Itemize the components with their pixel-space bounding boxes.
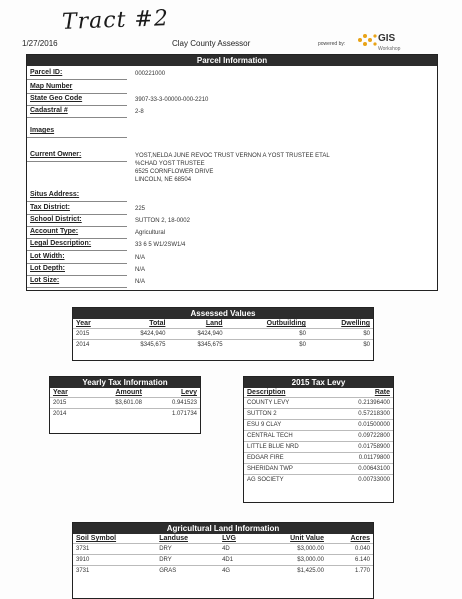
gis-logo-icon [356,31,378,49]
levy-cell: 0.01179800 [334,453,393,464]
parcel-field-label: Situs Address: [30,191,80,198]
parcel-row-divider [27,275,127,276]
soil-column-header: Acres [350,535,370,542]
soil-cell: 3731 [73,544,156,555]
parcel-row-divider [27,201,127,202]
soil-cell: 3910 [73,555,156,566]
levy-cell: 0.01500000 [334,420,393,431]
soil-title-bar: Agricultural Land Information [73,523,373,534]
soil-cell: 4D1 [219,555,255,566]
parcel-field-row [30,191,79,198]
assessed-values-table [73,319,373,350]
gis-workshop-logo [356,28,400,52]
parcel-field-row [30,216,82,223]
table-row [244,464,393,475]
parcel-information-panel [26,54,438,291]
levy-title-bar: 2015 Tax Levy [244,377,393,388]
parcel-row-divider [27,161,127,162]
tax-levy-panel [243,376,394,503]
parcel-field-value: SUTTON 2, 18-0002 [135,218,190,224]
parcel-field-row [30,265,65,272]
parcel-field-value: 2-8 [135,109,144,115]
levy-cell: ESU 9 CLAY [244,420,334,431]
yearly-cell: 1.071734 [145,409,200,420]
soil-cell: 1.770 [327,566,373,577]
yearly-column-header: Year [53,389,68,396]
yearly-column-header: Levy [181,389,197,396]
levy-cell: 0.00643100 [334,464,393,475]
soil-column-header: Landuse [159,535,189,542]
parcel-field-label: Account Type: [30,228,79,235]
yearly-cell: 2015 [50,398,87,409]
parcel-field-value: 225 [135,206,146,212]
levy-cell: 0.57218300 [334,409,393,420]
assessed-cell: $0 [309,329,373,340]
print-date: 1/27/2016 [22,39,58,48]
yearly-title-bar: Yearly Tax Information [50,377,200,388]
soil-cell: GRAS [156,566,219,577]
assessed-column-header: Total [149,320,166,327]
table-row [244,409,393,420]
assessed-cell: $0 [226,329,309,340]
table-row [244,475,393,486]
parcel-field-label: Parcel ID: [30,69,63,76]
parcel-field-row [30,204,70,211]
parcel-field-row [30,253,65,260]
table-row [73,544,373,555]
parcel-field-value [135,152,330,184]
parcel-field-row [30,83,72,90]
parcel-row-divider [27,137,127,138]
assessed-cell: $0 [309,340,373,351]
parcel-row-divider [27,117,127,118]
levy-column-header: Description [247,389,286,396]
soil-cell: 3731 [73,566,156,577]
table-row [73,329,373,340]
organization-title: Clay County Assessor [172,39,251,48]
parcel-row-divider [27,93,127,94]
tax-levy-table [244,388,393,485]
handwritten-tract-note: Tract #2 [61,6,170,35]
soil-cell: DRY [156,544,219,555]
assessed-column-header: Year [76,320,91,327]
parcel-row-divider [27,250,127,251]
levy-cell: COUNTY LEVY [244,398,334,409]
parcel-row-divider [27,214,127,215]
assessed-cell: 2014 [73,340,111,351]
parcel-field-value: 33 6 5 W1/2SW1/4 [135,242,186,248]
parcel-row-divider [27,287,127,288]
soil-cell: 0.040 [327,544,373,555]
owner-line: 6525 CORNFLOWER DRIVE [135,169,214,175]
parcel-row-divider [27,79,127,80]
yearly-cell: $3,601.08 [87,398,145,409]
levy-cell: LITTLE BLUE NRD [244,442,334,453]
parcel-field-label: Lot Size: [30,277,60,284]
parcel-field-label: Lot Depth: [30,265,65,272]
yearly-cell: 2014 [50,409,87,420]
soil-cell: DRY [156,555,219,566]
parcel-row-divider [27,263,127,264]
assessed-cell: $0 [226,340,309,351]
table-row [244,431,393,442]
levy-cell: CENTRAL TECH [244,431,334,442]
soil-column-header: Soil Symbol [76,535,117,542]
parcel-field-label: State Geo Code [30,95,83,102]
table-row [244,420,393,431]
parcel-field-value: 3907-33-3-00000-000-2210 [135,97,209,103]
assessed-column-header: Outbuilding [266,320,306,327]
assessed-cell: $424,940 [168,329,225,340]
parcel-field-row [30,95,82,102]
levy-cell: EDGAR FIRE [244,453,334,464]
parcel-row-divider [27,105,127,106]
yearly-tax-panel [49,376,201,434]
parcel-row-divider [27,238,127,239]
table-row [50,409,200,420]
parcel-field-value: Agricultural [135,230,166,236]
table-row [244,442,393,453]
parcel-field-label: School District: [30,216,82,223]
levy-cell: 0.01758900 [334,442,393,453]
parcel-field-row [30,151,81,158]
assessed-cell: $345,675 [111,340,168,351]
parcel-field-value: N/A [135,267,146,273]
yearly-tax-table [50,388,200,419]
soil-cell: $3,000.00 [255,544,327,555]
owner-line: %CHAD YOST TRUSTEE [135,161,205,167]
table-row [244,398,393,409]
levy-column-header: Rate [374,389,390,396]
table-row [73,566,373,577]
parcel-field-label: Images [30,127,55,134]
parcel-field-label: Cadastral # [30,107,68,114]
soil-column-header: Unit Value [290,535,324,542]
soil-cell: $1,425.00 [255,566,327,577]
parcel-field-row [30,277,59,284]
parcel-field-row [30,127,54,134]
logo-text: GIS [378,33,396,44]
levy-cell: AG SOCIETY [244,475,334,486]
logo-subtext: Workshop [378,46,401,52]
assessed-cell: $345,675 [168,340,225,351]
soil-cell: 4D [219,544,255,555]
soil-column-header: LVG [222,535,236,542]
parcel-field-label: Map Number [30,83,73,90]
parcel-row-divider [27,226,127,227]
assessed-column-header: Land [205,320,223,327]
parcel-field-label: Tax District: [30,204,70,211]
parcel-field-row [30,228,78,235]
table-row [73,555,373,566]
agricultural-land-panel [72,522,374,599]
parcel-field-label: Current Owner: [30,151,82,158]
table-row [50,398,200,409]
levy-cell: 0.09722800 [334,431,393,442]
parcel-field-row [30,69,62,76]
levy-cell: SUTTON 2 [244,409,334,420]
powered-by-label: powered by: [318,41,346,47]
yearly-cell [87,409,145,420]
assessed-values-panel [72,307,374,361]
assessed-column-header: Dwelling [341,320,370,327]
levy-cell: 0.00733000 [334,475,393,486]
parcel-field-value: 000221000 [135,71,166,77]
parcel-field-label: Lot Width: [30,253,65,260]
agricultural-land-table [73,534,373,576]
parcel-field-value: N/A [135,255,146,261]
owner-line: YOST,NELDA JUNE REVOC TRUST VERNON A YOST TRUSTEE ETAL [135,153,330,159]
table-row [73,340,373,351]
yearly-cell: 0.941523 [145,398,200,409]
soil-cell: 4G [219,566,255,577]
table-row [244,453,393,464]
parcel-field-row [30,107,68,114]
parcel-field-row [30,240,91,247]
soil-cell: 6.140 [327,555,373,566]
levy-cell: SHERIDAN TWP [244,464,334,475]
assessed-cell: $424,940 [111,329,168,340]
parcel-field-label: Legal Description: [30,240,92,247]
soil-cell: $3,000.00 [255,555,327,566]
levy-cell: 0.21396400 [334,398,393,409]
owner-line: LINCOLN, NE 68504 [135,177,192,183]
assessed-cell: 2015 [73,329,111,340]
parcel-title-bar: Parcel Information [27,55,437,66]
assessed-title-bar: Assessed Values [73,308,373,319]
parcel-field-value: N/A [135,279,146,285]
yearly-column-header: Amount [115,389,142,396]
